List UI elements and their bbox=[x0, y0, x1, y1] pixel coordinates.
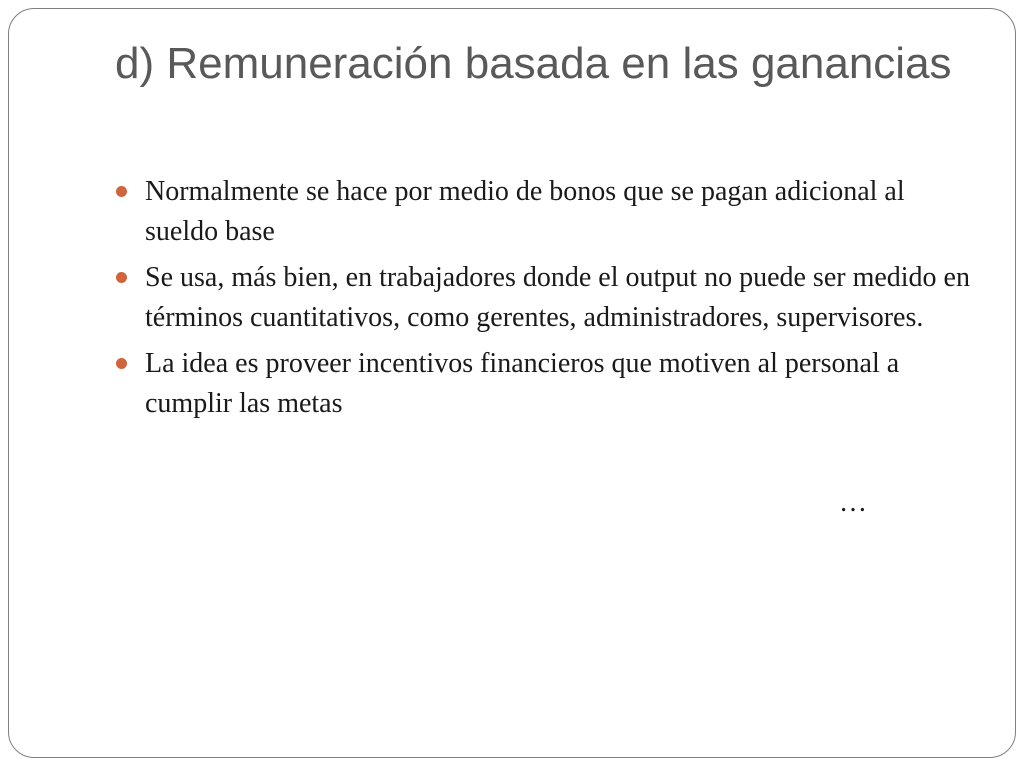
slide-frame bbox=[8, 8, 1016, 758]
continuation-ellipsis: … bbox=[839, 487, 867, 518]
slide-title: d) Remuneración basada en las ganancias bbox=[115, 39, 952, 88]
bullet-item bbox=[115, 344, 975, 424]
bullet-text: Se usa, más bien, en trabajadores donde el output no puede ser medido en términos cuantitativos, como gerentes, administradores, supervisores. bbox=[145, 262, 970, 333]
bullet-text: Normalmente se hace por medio de bonos que se pagan adicional al sueldo base bbox=[145, 176, 905, 247]
bullet-text: La idea es proveer incentivos financieros que motiven al personal a cumplir las metas bbox=[145, 348, 900, 419]
bullet-dot-icon bbox=[116, 358, 127, 369]
bullet-item bbox=[115, 258, 975, 338]
bullet-list bbox=[115, 172, 975, 430]
bullet-dot-icon bbox=[116, 272, 127, 283]
bullet-item bbox=[115, 172, 975, 252]
bullet-dot-icon bbox=[116, 186, 127, 197]
